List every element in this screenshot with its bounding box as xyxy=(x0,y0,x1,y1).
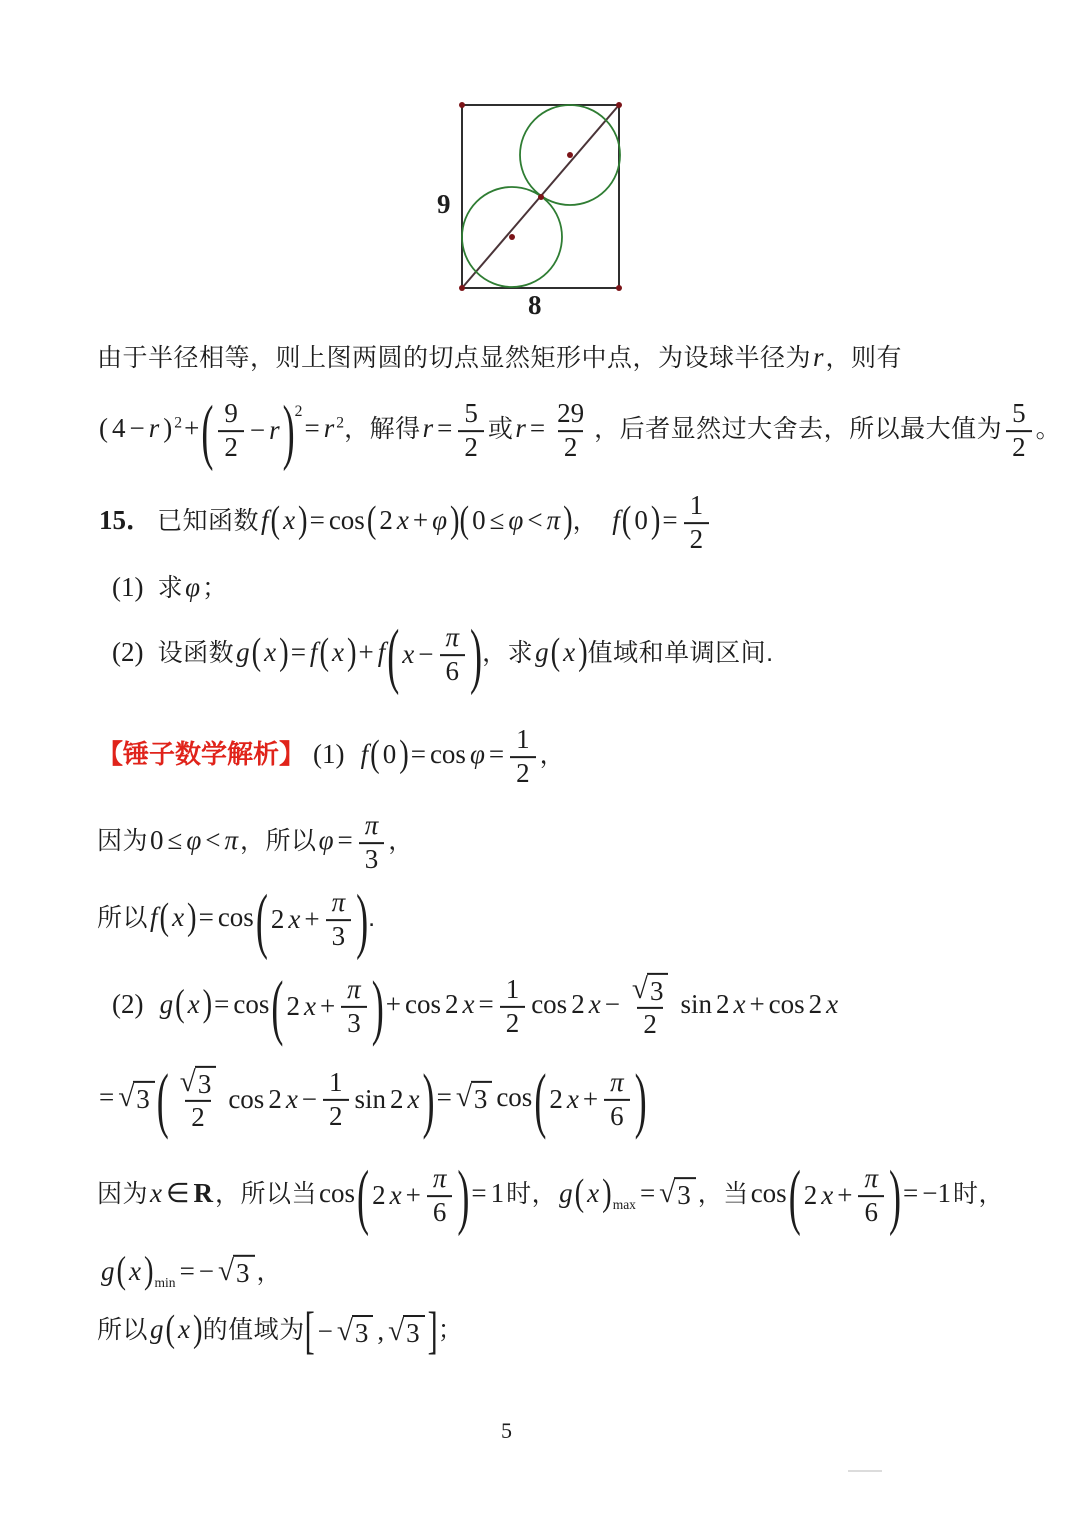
tok-par: ( $\frac{9}{2}$ − r ) xyxy=(201,390,295,472)
tok-mr: ≤ xyxy=(489,505,505,536)
tok-mi: x xyxy=(187,989,200,1020)
tok-mr: 2 xyxy=(505,1008,520,1038)
tok-mi: g xyxy=(101,1255,115,1286)
tok-mi: r xyxy=(323,413,335,444)
tok-par: ( x ) xyxy=(116,1249,154,1292)
tok-mr: − xyxy=(129,413,145,444)
tok-mr: cos xyxy=(228,1084,265,1115)
tok-mi: x xyxy=(129,1255,142,1286)
tok-mr: 2 xyxy=(715,989,730,1020)
tok-mr: − xyxy=(198,1255,215,1286)
page-number: 5 xyxy=(501,1418,512,1443)
tok-txt: ，解得 xyxy=(344,415,421,444)
tok-txt: 或 xyxy=(487,415,514,444)
tok-mr: 2 xyxy=(379,505,393,536)
tok-txt: 。 xyxy=(1035,415,1062,444)
tok-frac xyxy=(684,490,710,556)
tok-mr: = xyxy=(529,413,546,444)
tok-par: ( 2 x + $\frac{\pi}{3}$ ) xyxy=(255,879,369,961)
tok-mr: sin xyxy=(680,989,712,1020)
tok-txt: 所以 xyxy=(97,904,149,933)
tok-mi: g xyxy=(535,637,549,668)
tok-mr: 2 xyxy=(643,1009,657,1040)
tok-mi: r xyxy=(422,413,434,444)
tok-mi: g xyxy=(159,989,174,1020)
tok-mi: x xyxy=(172,902,185,933)
figure-label-height: 9 xyxy=(437,189,451,219)
tok-mr: + xyxy=(405,1180,421,1211)
tok-mi: r xyxy=(515,413,526,444)
tok-mr: = xyxy=(471,1178,487,1209)
figure-label-width: 8 xyxy=(528,290,542,320)
tok-mr: 5 xyxy=(1012,398,1026,429)
tok-mr: 1 xyxy=(689,490,704,521)
question-1 xyxy=(110,571,228,605)
tok-bt: 15． xyxy=(99,505,153,536)
tok-mr: 2 xyxy=(329,1101,343,1131)
tok-mr: 3 xyxy=(649,975,664,1006)
tok-mr: 3 xyxy=(347,1008,361,1038)
tok-mr: 2 xyxy=(444,989,459,1020)
tok-txt: 值域和单调区间. xyxy=(587,639,774,668)
tok-mr: (2) xyxy=(112,637,144,668)
tok-mi: π xyxy=(546,505,561,536)
tok-mr: = xyxy=(309,505,325,536)
g-simplified-line xyxy=(97,1059,647,1141)
tok-mr: = xyxy=(488,739,505,770)
tok-mi: x xyxy=(285,1084,298,1115)
tok-txt: ，当 xyxy=(697,1180,749,1209)
tok-txt: 设函数 xyxy=(157,639,235,668)
tok-sqrt: √ 3 xyxy=(388,1315,425,1349)
tok-sqrt: √ 3 xyxy=(118,1081,155,1115)
tok-mr: 2 xyxy=(549,1084,563,1115)
tok-mr: 2 xyxy=(1012,432,1026,462)
phi-range-line xyxy=(97,810,414,876)
tok-par: ( x ) xyxy=(270,499,308,542)
tok-mi: x xyxy=(264,637,277,668)
tok-mr: 3 xyxy=(354,1317,369,1348)
tok-mi: r xyxy=(269,415,280,446)
tok-mr: − xyxy=(301,1084,318,1115)
tok-mr: = xyxy=(478,989,494,1020)
tok-txt: 因为 xyxy=(97,827,149,856)
tok-sqrt: √ 3 xyxy=(632,973,669,1007)
tok-mr: ( xyxy=(99,413,108,444)
tok-mr: + xyxy=(582,1084,599,1115)
tok-mr: + xyxy=(412,505,429,536)
tok-mi: x xyxy=(389,1180,402,1211)
tok-mi: φ xyxy=(508,505,524,536)
tok-mi: φ xyxy=(318,825,334,856)
tok-mi: x xyxy=(331,637,344,668)
range-conclusion-line xyxy=(97,1301,464,1360)
tok-sub: max xyxy=(612,1197,636,1213)
tok-mr: − xyxy=(418,639,434,670)
tok-txt: ，则有 xyxy=(825,344,903,373)
tok-mi: x xyxy=(563,637,576,668)
tok-par: ( 2 x + $\frac{\pi}{6}$ ) xyxy=(534,1059,647,1141)
tok-mr: 3 xyxy=(677,1180,691,1211)
tok-mr: = xyxy=(304,413,320,444)
tok-mr: 2 xyxy=(191,1102,205,1133)
tok-txt: ，所以当 xyxy=(215,1180,318,1209)
tok-txt: . xyxy=(368,904,376,933)
tok-mi: x xyxy=(288,904,301,935)
tok-mr: + xyxy=(184,413,200,444)
tok-mr: 2 xyxy=(286,991,300,1022)
tok-sup: 2 xyxy=(294,403,303,421)
tok-mi: x xyxy=(588,989,601,1020)
tok-frac xyxy=(359,810,385,876)
tok-mr: cos xyxy=(217,902,254,933)
tok-par: ( x − $\frac{\pi}{6}$ ) xyxy=(387,614,483,696)
tok-txt: ， xyxy=(572,507,599,536)
tok-frac xyxy=(218,398,244,464)
question-2 xyxy=(110,614,774,696)
tok-mr: − xyxy=(249,415,266,446)
tok-txt: ， xyxy=(388,827,414,856)
tok-mr: −1 xyxy=(922,1178,952,1209)
tok-txt: ，求 xyxy=(482,639,534,668)
tok-mi: x xyxy=(396,505,409,536)
tok-mi: x xyxy=(462,989,475,1020)
tok-par: ( x ) xyxy=(175,983,213,1026)
problem-15-statement xyxy=(99,490,713,556)
tok-mi: x xyxy=(566,1084,579,1115)
tok-par: ( 2 x + $\frac{\pi}{3}$ ) xyxy=(271,966,384,1048)
tok-mi: π xyxy=(445,622,460,653)
tok-mr: cos xyxy=(233,989,270,1020)
tok-txt: 由于半径相等，则上图两圆的切点显然矩形中点，为设球半径为 xyxy=(97,344,812,373)
tok-mr: 2 xyxy=(270,904,285,935)
tok-mi: f xyxy=(261,505,269,536)
tok-mi: φ xyxy=(432,505,447,536)
tok-mi: π xyxy=(364,810,379,841)
tok-frac xyxy=(551,398,590,464)
tok-mr: 2 xyxy=(689,524,704,554)
tok-par: ( 0 ≤ φ < π ) xyxy=(459,499,573,542)
tok-mi: x xyxy=(178,1314,191,1345)
tok-mr: sin xyxy=(354,1084,387,1115)
tok-mr: 4 xyxy=(112,413,126,444)
tok-mr: + xyxy=(749,989,765,1020)
tok-mr: (2) xyxy=(112,989,144,1020)
tok-sqrt: √ 3 xyxy=(337,1315,374,1349)
tok-mr: 1 xyxy=(329,1067,343,1098)
tok-mr: ) xyxy=(163,413,173,444)
tok-mr: 6 xyxy=(432,1197,447,1227)
tok-mi: x xyxy=(283,505,296,536)
tok-par: ( x ) xyxy=(319,631,357,674)
tok-mi: x xyxy=(733,989,746,1020)
tok-par: ( x ) xyxy=(159,896,197,939)
tok-mr: + xyxy=(304,904,320,935)
tok-mi: x xyxy=(587,1178,600,1209)
tok-par: ( x ) xyxy=(550,631,588,674)
tok-mr: 2 xyxy=(390,1084,404,1115)
tok-txt: ， xyxy=(539,741,566,770)
tok-mr: cos xyxy=(328,505,365,536)
tok-frac xyxy=(858,1163,884,1229)
tok-mr: = xyxy=(290,637,306,668)
tok-mr: 6 xyxy=(445,656,460,686)
tok-mi: g xyxy=(150,1314,164,1345)
tok-mr: = xyxy=(903,1178,919,1209)
tok-mi: g xyxy=(559,1178,573,1209)
tok-frac xyxy=(1006,398,1032,464)
tok-mb: R xyxy=(193,1178,214,1209)
tok-par: ( 2 x + φ ) xyxy=(366,499,460,542)
tok-mr: cos xyxy=(319,1178,356,1209)
tok-mr: < xyxy=(527,505,543,536)
radius-paragraph xyxy=(97,341,902,375)
tok-mr: 3 xyxy=(406,1317,420,1348)
tok-txt: ，后者显然过大舍去，所以最大值为 xyxy=(594,415,1003,444)
tok-brk: [ − √ 3 , √ 3 ] xyxy=(304,1301,438,1360)
tok-mr: cos xyxy=(531,989,568,1020)
tok-mr: 3 xyxy=(473,1084,488,1115)
tok-txt: 时， xyxy=(506,1180,558,1209)
tok-mr: 2 xyxy=(563,432,578,462)
tok-mi: π xyxy=(610,1067,624,1098)
tok-mr: , xyxy=(377,1315,385,1346)
tok-mi: x xyxy=(407,1084,420,1115)
tok-frac xyxy=(323,1067,349,1133)
tok-txt: 因为 xyxy=(97,1180,149,1209)
tok-frac xyxy=(500,974,526,1040)
tok-frac xyxy=(427,1163,453,1229)
f-expression-line xyxy=(97,879,376,961)
tok-sub: min xyxy=(154,1275,176,1291)
tok-sqrt: √ 3 xyxy=(180,1066,217,1100)
tok-mr: 3 xyxy=(197,1068,212,1099)
tok-txt: ， xyxy=(256,1257,283,1286)
tok-frac xyxy=(510,724,536,790)
tok-mi: φ xyxy=(469,739,485,770)
tok-mi: x xyxy=(826,989,839,1020)
tok-mr: 6 xyxy=(864,1197,878,1227)
tok-frac xyxy=(341,974,367,1040)
tok-mr: 2 xyxy=(571,989,585,1020)
tok-mr: < xyxy=(205,825,221,856)
tok-mr: 2 xyxy=(464,432,478,462)
tok-mr: + xyxy=(385,989,401,1020)
tok-mi: f xyxy=(612,505,620,536)
tok-mr: (1) xyxy=(112,572,144,603)
solution-header-line xyxy=(97,724,565,790)
tok-mr: 0 xyxy=(472,505,486,536)
tok-mr: 2 xyxy=(803,1180,818,1211)
tok-mr: 29 xyxy=(557,398,585,429)
tok-mi: f xyxy=(377,637,386,668)
tok-mr: cos xyxy=(768,989,805,1020)
tok-mi: π xyxy=(347,974,361,1005)
min-value-line xyxy=(99,1249,283,1292)
tok-mi: g xyxy=(236,637,250,668)
tok-frac xyxy=(326,887,352,953)
tok-mr: 9 xyxy=(224,398,238,429)
tok-mr: = xyxy=(214,989,230,1020)
tok-par: ( x ) xyxy=(574,1172,612,1215)
tok-par: ( 0 ) xyxy=(370,733,409,776)
tok-txt: 求 xyxy=(157,574,184,603)
tok-mr: = xyxy=(198,902,214,933)
tok-mi: π xyxy=(224,825,239,856)
tok-txt: ； xyxy=(437,1316,464,1345)
tok-mi: x xyxy=(821,1180,834,1211)
tok-mr: = xyxy=(436,1082,452,1113)
tok-mi: x xyxy=(303,991,316,1022)
tok-mr: 1 xyxy=(490,1178,505,1209)
tok-mr: cos xyxy=(496,1082,533,1113)
tok-mr: ∈ xyxy=(166,1178,190,1209)
tok-mr: = xyxy=(337,825,353,856)
tok-mr: 2 xyxy=(808,989,823,1020)
tok-mr: 1 xyxy=(505,974,520,1005)
tok-mr: 3 xyxy=(331,921,346,951)
tok-sqrt: √ 3 xyxy=(218,1255,255,1289)
tok-frac xyxy=(174,1066,223,1134)
tok-mr: 3 xyxy=(136,1084,150,1115)
tok-mi: π xyxy=(864,1163,878,1194)
tok-frac xyxy=(604,1067,630,1133)
tok-frac xyxy=(458,398,484,464)
tok-mr: = xyxy=(179,1255,195,1286)
tok-txt: 已知函数 xyxy=(157,507,260,536)
rectangle-circles-figure xyxy=(425,88,660,323)
tok-sup: 2 xyxy=(336,414,345,432)
solution-brand-label: 【锤子数学解析】 xyxy=(97,739,306,770)
tok-mr: = xyxy=(437,413,453,444)
tok-mr: = xyxy=(410,739,426,770)
tok-mr: 2 xyxy=(372,1180,386,1211)
tok-mr: 3 xyxy=(236,1257,250,1288)
tok-mi: r xyxy=(148,413,160,444)
tok-mr: 2 xyxy=(224,432,238,462)
tok-mr: 5 xyxy=(464,398,478,429)
tok-mi: φ xyxy=(186,825,202,856)
tok-mi: π xyxy=(432,1163,447,1194)
tok-mr: 0 xyxy=(382,739,397,770)
tok-mi: π xyxy=(331,887,346,918)
tok-par: ( √ 3 2 cos 2 x − $\frac{1}{2}$ sin 2 x ) xyxy=(156,1059,435,1141)
tok-mr: 3 xyxy=(364,844,379,874)
tok-sqrt: √ 3 xyxy=(659,1177,696,1211)
tok-mr: 1 xyxy=(516,724,530,755)
tok-mr: 0 xyxy=(634,505,648,536)
tok-mr: 2 xyxy=(516,758,530,788)
tok-frac xyxy=(440,622,466,688)
tok-mi: φ xyxy=(185,572,201,603)
tok-mr: 2 xyxy=(268,1084,282,1115)
faint-divider-line xyxy=(848,1470,882,1472)
tok-txt: 的值域为 xyxy=(202,1316,305,1345)
tok-mr: 6 xyxy=(610,1101,624,1131)
tok-mi: x xyxy=(402,639,415,670)
tok-mr: = xyxy=(99,1082,115,1113)
g-expansion-line xyxy=(110,966,840,1048)
tok-par: ( 0 ) xyxy=(621,499,661,542)
tok-mr: + xyxy=(319,991,336,1022)
tok-txt: ； xyxy=(202,574,228,603)
tok-mi: f xyxy=(150,902,158,933)
tok-mr: + xyxy=(358,637,374,668)
tok-mr: (1) xyxy=(313,739,345,770)
tok-par: ( 2 x + $\frac{\pi}{6}$ ) xyxy=(357,1155,470,1237)
tok-mr: − xyxy=(604,989,620,1020)
tok-par: ( 2 x + $\frac{\pi}{6}$ ) xyxy=(788,1155,902,1237)
tok-mr: + xyxy=(837,1180,853,1211)
tok-mi: f xyxy=(309,637,318,668)
tok-txt: 时， xyxy=(953,1180,1005,1209)
equation-solve-line xyxy=(97,390,1062,472)
tok-txt: 所以 xyxy=(97,1316,149,1345)
tok-mr: 0 xyxy=(150,825,164,856)
tok-sup: 2 xyxy=(174,414,183,432)
tok-mr: − xyxy=(317,1315,333,1346)
max-min-analysis-line xyxy=(97,1155,1005,1237)
tok-mi: x xyxy=(150,1178,162,1209)
tok-frac xyxy=(626,973,675,1041)
tok-mr: cos xyxy=(404,989,441,1020)
tok-mi: f xyxy=(360,739,369,770)
tok-mr: ≤ xyxy=(167,825,183,856)
tok-txt: ，所以 xyxy=(240,827,317,856)
tok-mr: cos xyxy=(750,1178,787,1209)
tok-mr: cos xyxy=(429,739,466,770)
tok-par: ( x ) xyxy=(165,1307,203,1351)
tok-mr: = xyxy=(639,1178,656,1209)
tok-mi: r xyxy=(813,342,824,373)
tok-par: ( x ) xyxy=(251,631,289,674)
tok-mr: = xyxy=(662,505,678,536)
tok-sqrt: √ 3 xyxy=(456,1081,493,1115)
